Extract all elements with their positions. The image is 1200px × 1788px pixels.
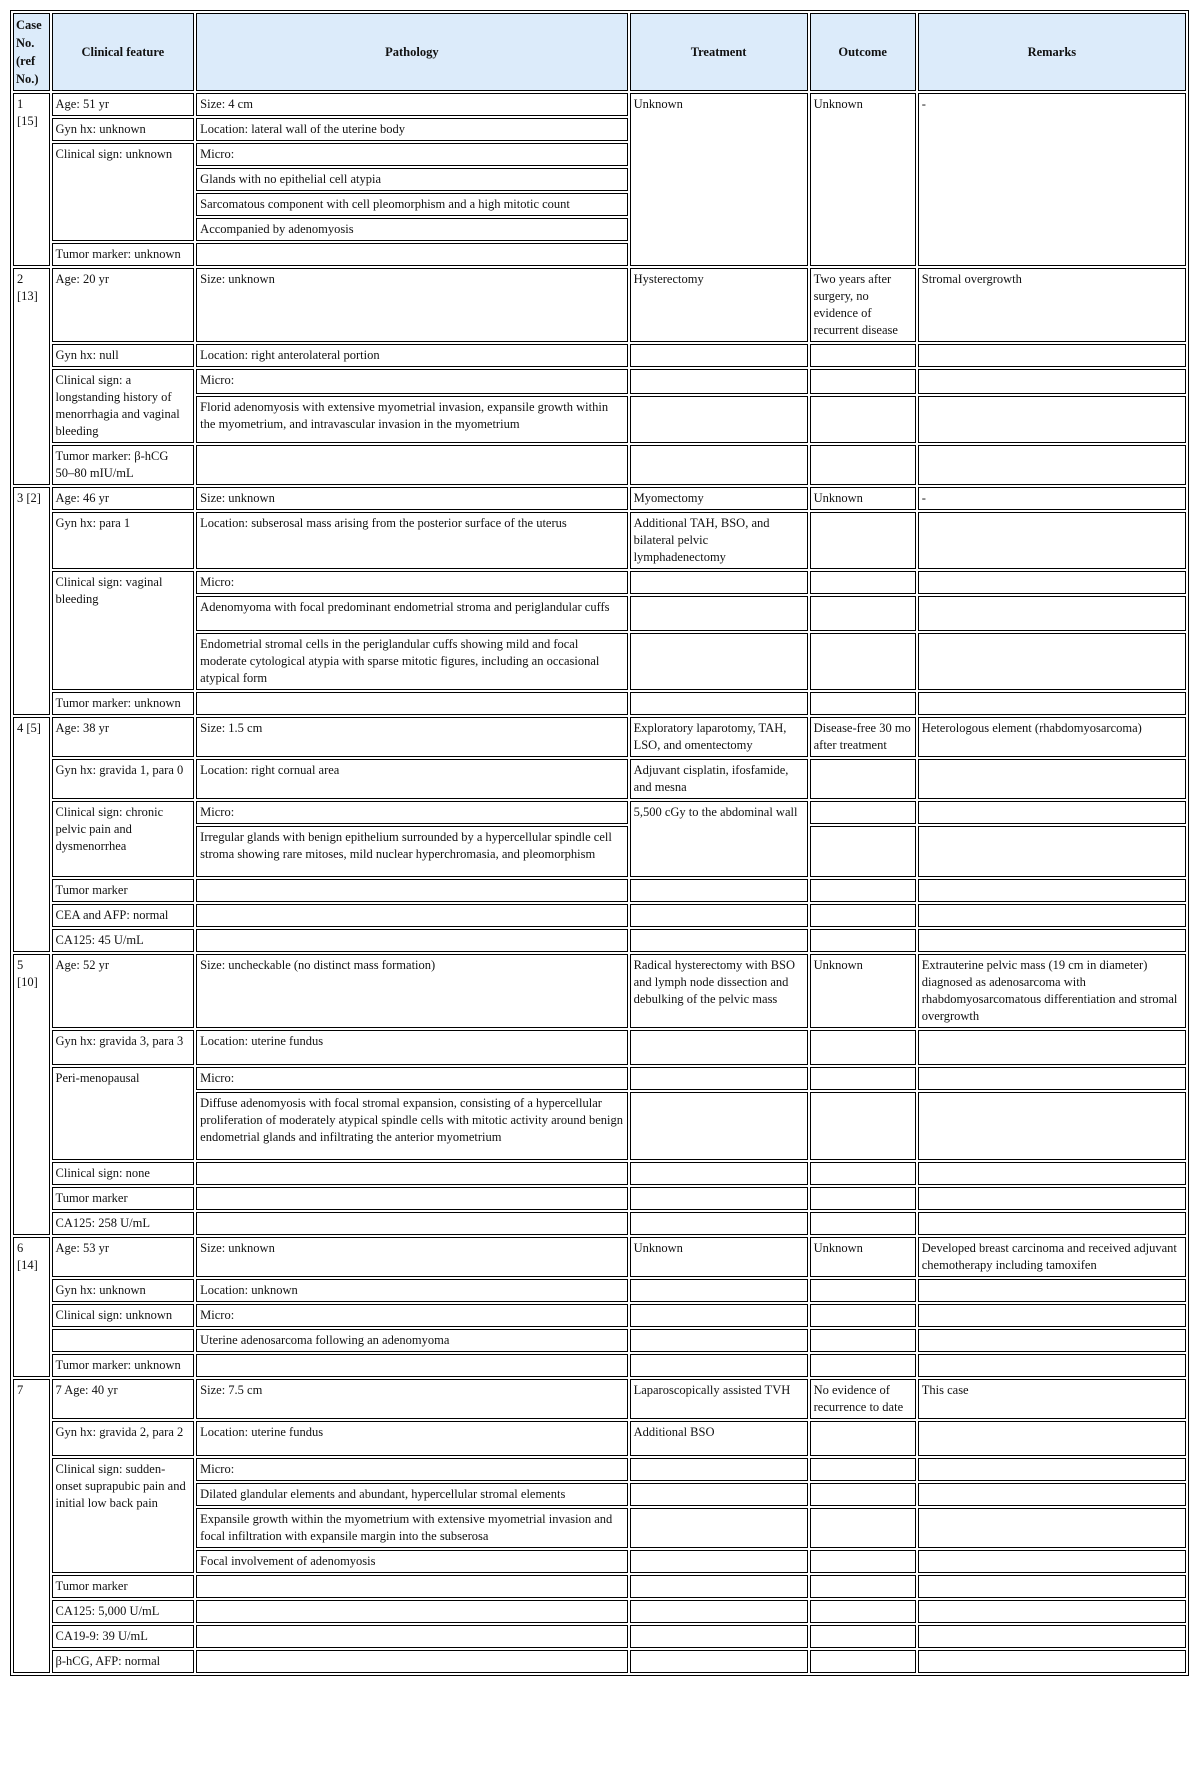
pathology-cell bbox=[196, 1600, 627, 1623]
remarks-cell bbox=[918, 759, 1186, 799]
treatment-cell bbox=[630, 1187, 808, 1210]
treatment-cell bbox=[630, 1625, 808, 1648]
remarks-cell bbox=[918, 512, 1186, 569]
treatment-cell bbox=[630, 396, 808, 443]
pathology-cell: Size: uncheckable (no distinct mass formation) bbox=[196, 954, 627, 1028]
treatment-cell bbox=[630, 1550, 808, 1573]
pathology-cell: Micro: bbox=[196, 369, 627, 394]
case-number: 5 [10] bbox=[13, 954, 50, 1235]
table-row bbox=[13, 93, 1186, 116]
remarks-cell bbox=[918, 369, 1186, 394]
pathology-cell: Endometrial stromal cells in the periglandular cuffs showing mild and focal moderate cytological atypia with sparse mitotic figures, including an occasional atypical form bbox=[196, 633, 627, 690]
pathology-cell: Size: unknown bbox=[196, 268, 627, 342]
pathology-cell: Micro: bbox=[196, 1067, 627, 1090]
clinical-feature-cell: Tumor marker bbox=[52, 1575, 195, 1598]
clinical-feature-cell: Gyn hx: gravida 2, para 2 bbox=[52, 1421, 195, 1456]
table-row bbox=[13, 717, 1186, 757]
treatment-cell bbox=[630, 633, 808, 690]
outcome-cell: Unknown bbox=[810, 954, 916, 1028]
clinical-feature-cell: Age: 53 yr bbox=[52, 1237, 195, 1277]
outcome-cell: Unknown bbox=[810, 487, 916, 510]
clinical-feature-cell: Tumor marker: unknown bbox=[52, 692, 195, 715]
pathology-cell: Size: 4 cm bbox=[196, 93, 627, 116]
header-clinical-feature: Clinical feature bbox=[52, 13, 195, 91]
outcome-cell bbox=[810, 369, 916, 394]
pathology-cell bbox=[196, 1162, 627, 1185]
pathology-cell bbox=[196, 243, 627, 266]
table-body bbox=[13, 93, 1186, 1673]
pathology-cell bbox=[196, 692, 627, 715]
case-number: 7 bbox=[13, 1379, 50, 1673]
treatment-cell bbox=[630, 1279, 808, 1302]
clinical-feature-cell: Clinical sign: vaginal bleeding bbox=[52, 571, 195, 690]
outcome-cell bbox=[810, 929, 916, 952]
table-row bbox=[13, 1379, 1186, 1419]
remarks-cell bbox=[918, 1575, 1186, 1598]
remarks-cell bbox=[918, 1458, 1186, 1481]
outcome-cell bbox=[810, 1550, 916, 1573]
pathology-cell: Adenomyoma with focal predominant endometrial stroma and periglandular cuffs bbox=[196, 596, 627, 631]
outcome-cell: No evidence of recurrence to date bbox=[810, 1379, 916, 1419]
treatment-cell bbox=[630, 1212, 808, 1235]
case-table bbox=[10, 10, 1189, 1676]
remarks-cell: Developed breast carcinoma and received adjuvant chemotherapy including tamoxifen bbox=[918, 1237, 1186, 1277]
remarks-cell bbox=[918, 1508, 1186, 1548]
clinical-feature-cell: Gyn hx: null bbox=[52, 344, 195, 367]
table-row bbox=[13, 1212, 1186, 1235]
pathology-cell bbox=[196, 1212, 627, 1235]
outcome-cell bbox=[810, 396, 916, 443]
clinical-feature-cell: Clinical sign: sudden-onset suprapubic pain and initial low back pain bbox=[52, 1458, 195, 1573]
pathology-cell: Location: right cornual area bbox=[196, 759, 627, 799]
pathology-cell: Uterine adenosarcoma following an adenomyoma bbox=[196, 1329, 627, 1352]
treatment-cell bbox=[630, 904, 808, 927]
clinical-feature-cell: CA125: 45 U/mL bbox=[52, 929, 195, 952]
table-row bbox=[13, 801, 1186, 824]
clinical-feature-cell: β-hCG, AFP: normal bbox=[52, 1650, 195, 1673]
outcome-cell bbox=[810, 512, 916, 569]
table-row bbox=[13, 445, 1186, 485]
table-row bbox=[13, 1067, 1186, 1090]
header-case-number: Case No. (ref No.) bbox=[13, 13, 50, 91]
clinical-feature-cell: Clinical sign: chronic pelvic pain and dysmenorrhea bbox=[52, 801, 195, 877]
clinical-feature-cell: Age: 51 yr bbox=[52, 93, 195, 116]
treatment-cell bbox=[630, 445, 808, 485]
table-row bbox=[13, 1458, 1186, 1481]
pathology-cell bbox=[196, 1650, 627, 1673]
outcome-cell bbox=[810, 1458, 916, 1481]
clinical-feature-cell: Clinical sign: none bbox=[52, 1162, 195, 1185]
table-row bbox=[13, 1600, 1186, 1623]
table-row bbox=[13, 1575, 1186, 1598]
clinical-feature-cell: Clinical sign: unknown bbox=[52, 143, 195, 241]
clinical-feature-cell: CA19-9: 39 U/mL bbox=[52, 1625, 195, 1648]
pathology-cell: Glands with no epithelial cell atypia bbox=[196, 168, 627, 191]
pathology-cell: Dilated glandular elements and abundant, hypercellular stromal elements bbox=[196, 1483, 627, 1506]
treatment-cell bbox=[630, 1162, 808, 1185]
treatment-cell: Adjuvant cisplatin, ifosfamide, and mesna bbox=[630, 759, 808, 799]
outcome-cell bbox=[810, 1092, 916, 1160]
pathology-cell: Irregular glands with benign epithelium surrounded by a hypercellular spindle cell stroma showing rare mitoses, mild nuclear hyperchromasia, and pleomorphism bbox=[196, 826, 627, 877]
outcome-cell bbox=[810, 1625, 916, 1648]
treatment-cell: 5,500 cGy to the abdominal wall bbox=[630, 801, 808, 877]
table-row bbox=[13, 1625, 1186, 1648]
table-row bbox=[13, 1162, 1186, 1185]
header-row bbox=[13, 13, 1186, 91]
clinical-feature-cell: Peri-menopausal bbox=[52, 1067, 195, 1160]
treatment-cell bbox=[630, 596, 808, 631]
pathology-cell: Expansile growth within the myometrium with extensive myometrial invasion and focal infiltration with expansile margin into the subserosa bbox=[196, 1508, 627, 1548]
header-outcome: Outcome bbox=[810, 13, 916, 91]
clinical-feature-cell: Gyn hx: gravida 1, para 0 bbox=[52, 759, 195, 799]
case-number: 2 [13] bbox=[13, 268, 50, 485]
remarks-cell: Heterologous element (rhabdomyosarcoma) bbox=[918, 717, 1186, 757]
outcome-cell: Unknown bbox=[810, 93, 916, 266]
outcome-cell bbox=[810, 1162, 916, 1185]
treatment-cell bbox=[630, 369, 808, 394]
table-row bbox=[13, 759, 1186, 799]
remarks-cell bbox=[918, 396, 1186, 443]
outcome-cell bbox=[810, 596, 916, 631]
outcome-cell: Disease-free 30 mo after treatment bbox=[810, 717, 916, 757]
table-row bbox=[13, 571, 1186, 594]
outcome-cell bbox=[810, 1304, 916, 1327]
treatment-cell: Myomectomy bbox=[630, 487, 808, 510]
outcome-cell bbox=[810, 1508, 916, 1548]
remarks-cell: - bbox=[918, 487, 1186, 510]
treatment-cell bbox=[630, 571, 808, 594]
remarks-cell bbox=[918, 1421, 1186, 1456]
outcome-cell bbox=[810, 759, 916, 799]
case-number: 1 [15] bbox=[13, 93, 50, 266]
remarks-cell bbox=[918, 1354, 1186, 1377]
remarks-cell bbox=[918, 1550, 1186, 1573]
clinical-feature-cell: Age: 46 yr bbox=[52, 487, 195, 510]
pathology-cell: Micro: bbox=[196, 801, 627, 824]
treatment-cell bbox=[630, 1458, 808, 1481]
treatment-cell: Additional BSO bbox=[630, 1421, 808, 1456]
remarks-cell: Extrauterine pelvic mass (19 cm in diameter) diagnosed as adenosarcoma with rhabdomyosarcomatous differentiation and stromal overgrowth bbox=[918, 954, 1186, 1028]
outcome-cell bbox=[810, 692, 916, 715]
pathology-cell: Micro: bbox=[196, 1458, 627, 1481]
treatment-cell bbox=[630, 1354, 808, 1377]
remarks-cell bbox=[918, 1187, 1186, 1210]
outcome-cell bbox=[810, 1354, 916, 1377]
pathology-cell: Location: lateral wall of the uterine body bbox=[196, 118, 627, 141]
remarks-cell bbox=[918, 826, 1186, 877]
header-remarks: Remarks bbox=[918, 13, 1186, 91]
clinical-feature-cell: CA125: 5,000 U/mL bbox=[52, 1600, 195, 1623]
table-row bbox=[13, 268, 1186, 342]
table-row bbox=[13, 954, 1186, 1028]
header-treatment: Treatment bbox=[630, 13, 808, 91]
table-row bbox=[13, 487, 1186, 510]
clinical-feature-cell: CA125: 258 U/mL bbox=[52, 1212, 195, 1235]
table-row bbox=[13, 369, 1186, 394]
remarks-cell bbox=[918, 904, 1186, 927]
remarks-cell: Stromal overgrowth bbox=[918, 268, 1186, 342]
outcome-cell bbox=[810, 1067, 916, 1090]
treatment-cell: Unknown bbox=[630, 1237, 808, 1277]
treatment-cell bbox=[630, 344, 808, 367]
remarks-cell: This case bbox=[918, 1379, 1186, 1419]
table-row bbox=[13, 1421, 1186, 1456]
outcome-cell bbox=[810, 879, 916, 902]
clinical-feature-cell: Clinical sign: a longstanding history of menorrhagia and vaginal bleeding bbox=[52, 369, 195, 443]
outcome-cell bbox=[810, 801, 916, 824]
table-row bbox=[13, 1304, 1186, 1327]
table-row bbox=[13, 692, 1186, 715]
remarks-cell bbox=[918, 1279, 1186, 1302]
pathology-cell: Diffuse adenomyosis with focal stromal expansion, consisting of a hypercellular proliferation of moderately atypical spindle cells with mitotic activity around benign endometrial glands and infiltrating the anterior myometrium bbox=[196, 1092, 627, 1160]
pathology-cell: Location: right anterolateral portion bbox=[196, 344, 627, 367]
clinical-feature-cell: Tumor marker: unknown bbox=[52, 1354, 195, 1377]
treatment-cell bbox=[630, 1304, 808, 1327]
pathology-cell: Micro: bbox=[196, 1304, 627, 1327]
pathology-cell: Location: uterine fundus bbox=[196, 1421, 627, 1456]
pathology-cell: Focal involvement of adenomyosis bbox=[196, 1550, 627, 1573]
table-row bbox=[13, 1030, 1186, 1065]
clinical-feature-cell: Age: 20 yr bbox=[52, 268, 195, 342]
table-row bbox=[13, 344, 1186, 367]
remarks-cell bbox=[918, 1162, 1186, 1185]
clinical-feature-cell: CEA and AFP: normal bbox=[52, 904, 195, 927]
outcome-cell: Unknown bbox=[810, 1237, 916, 1277]
pathology-cell: Micro: bbox=[196, 143, 627, 166]
pathology-cell: Location: unknown bbox=[196, 1279, 627, 1302]
remarks-cell bbox=[918, 801, 1186, 824]
treatment-cell: Laparoscopically assisted TVH bbox=[630, 1379, 808, 1419]
treatment-cell: Additional TAH, BSO, and bilateral pelvic lymphadenectomy bbox=[630, 512, 808, 569]
remarks-cell bbox=[918, 1483, 1186, 1506]
outcome-cell bbox=[810, 344, 916, 367]
remarks-cell bbox=[918, 879, 1186, 902]
clinical-feature-cell: Tumor marker bbox=[52, 1187, 195, 1210]
remarks-cell bbox=[918, 1212, 1186, 1235]
table-row bbox=[13, 1650, 1186, 1673]
outcome-cell bbox=[810, 445, 916, 485]
remarks-cell bbox=[918, 445, 1186, 485]
case-number: 3 [2] bbox=[13, 487, 50, 715]
outcome-cell bbox=[810, 1575, 916, 1598]
table-row bbox=[13, 904, 1186, 927]
pathology-cell: Size: 1.5 cm bbox=[196, 717, 627, 757]
outcome-cell bbox=[810, 633, 916, 690]
remarks-cell bbox=[918, 1329, 1186, 1352]
outcome-cell bbox=[810, 1421, 916, 1456]
clinical-feature-cell: Gyn hx: unknown bbox=[52, 118, 195, 141]
outcome-cell bbox=[810, 1483, 916, 1506]
header-pathology: Pathology bbox=[196, 13, 627, 91]
clinical-feature-cell bbox=[52, 1329, 195, 1352]
treatment-cell bbox=[630, 1650, 808, 1673]
pathology-cell: Location: uterine fundus bbox=[196, 1030, 627, 1065]
treatment-cell bbox=[630, 929, 808, 952]
pathology-cell: Size: 7.5 cm bbox=[196, 1379, 627, 1419]
pathology-cell: Sarcomatous component with cell pleomorphism and a high mitotic count bbox=[196, 193, 627, 216]
treatment-cell bbox=[630, 1092, 808, 1160]
outcome-cell bbox=[810, 826, 916, 877]
pathology-cell: Size: unknown bbox=[196, 487, 627, 510]
remarks-cell bbox=[918, 1304, 1186, 1327]
treatment-cell bbox=[630, 692, 808, 715]
treatment-cell: Hysterectomy bbox=[630, 268, 808, 342]
remarks-cell bbox=[918, 1067, 1186, 1090]
clinical-feature-cell: Gyn hx: gravida 3, para 3 bbox=[52, 1030, 195, 1065]
clinical-feature-cell: Tumor marker: β-hCG 50–80 mIU/mL bbox=[52, 445, 195, 485]
table-row bbox=[13, 1279, 1186, 1302]
treatment-cell bbox=[630, 1575, 808, 1598]
remarks-cell bbox=[918, 596, 1186, 631]
treatment-cell bbox=[630, 1329, 808, 1352]
outcome-cell bbox=[810, 1600, 916, 1623]
pathology-cell: Location: subserosal mass arising from the posterior surface of the uterus bbox=[196, 512, 627, 569]
pathology-cell bbox=[196, 1187, 627, 1210]
case-number: 4 [5] bbox=[13, 717, 50, 952]
pathology-cell bbox=[196, 879, 627, 902]
treatment-cell bbox=[630, 1483, 808, 1506]
table-row bbox=[13, 929, 1186, 952]
clinical-feature-cell: Clinical sign: unknown bbox=[52, 1304, 195, 1327]
table-row bbox=[13, 1354, 1186, 1377]
remarks-cell bbox=[918, 929, 1186, 952]
table-row bbox=[13, 1329, 1186, 1352]
treatment-cell: Unknown bbox=[630, 93, 808, 266]
table-row bbox=[13, 512, 1186, 569]
treatment-cell: Radical hysterectomy with BSO and lymph node dissection and debulking of the pelvic mass bbox=[630, 954, 808, 1028]
treatment-cell bbox=[630, 1508, 808, 1548]
clinical-feature-cell: Gyn hx: unknown bbox=[52, 1279, 195, 1302]
pathology-cell: Accompanied by adenomyosis bbox=[196, 218, 627, 241]
case-number: 6 [14] bbox=[13, 1237, 50, 1377]
pathology-cell: Micro: bbox=[196, 571, 627, 594]
outcome-cell bbox=[810, 1650, 916, 1673]
treatment-cell bbox=[630, 1067, 808, 1090]
remarks-cell bbox=[918, 1625, 1186, 1648]
outcome-cell bbox=[810, 1279, 916, 1302]
pathology-cell bbox=[196, 1625, 627, 1648]
remarks-cell bbox=[918, 692, 1186, 715]
pathology-cell: Florid adenomyosis with extensive myometrial invasion, expansile growth within the myometrium, and intravascular invasion in the myometrium bbox=[196, 396, 627, 443]
outcome-cell bbox=[810, 571, 916, 594]
treatment-cell bbox=[630, 1030, 808, 1065]
clinical-feature-cell: Tumor marker: unknown bbox=[52, 243, 195, 266]
table-row bbox=[13, 1187, 1186, 1210]
pathology-cell: Size: unknown bbox=[196, 1237, 627, 1277]
pathology-cell bbox=[196, 1575, 627, 1598]
pathology-cell bbox=[196, 1354, 627, 1377]
treatment-cell bbox=[630, 1600, 808, 1623]
table-header bbox=[13, 13, 1186, 91]
remarks-cell bbox=[918, 344, 1186, 367]
outcome-cell bbox=[810, 1187, 916, 1210]
treatment-cell bbox=[630, 879, 808, 902]
outcome-cell bbox=[810, 1329, 916, 1352]
table-row bbox=[13, 879, 1186, 902]
clinical-feature-cell: 7 Age: 40 yr bbox=[52, 1379, 195, 1419]
remarks-cell bbox=[918, 1650, 1186, 1673]
clinical-feature-cell: Age: 38 yr bbox=[52, 717, 195, 757]
remarks-cell: - bbox=[918, 93, 1186, 266]
outcome-cell bbox=[810, 1030, 916, 1065]
pathology-cell bbox=[196, 445, 627, 485]
remarks-cell bbox=[918, 1600, 1186, 1623]
pathology-cell bbox=[196, 904, 627, 927]
remarks-cell bbox=[918, 571, 1186, 594]
clinical-feature-cell: Gyn hx: para 1 bbox=[52, 512, 195, 569]
outcome-cell bbox=[810, 1212, 916, 1235]
treatment-cell: Exploratory laparotomy, TAH, LSO, and omentectomy bbox=[630, 717, 808, 757]
remarks-cell bbox=[918, 633, 1186, 690]
clinical-feature-cell: Age: 52 yr bbox=[52, 954, 195, 1028]
pathology-cell bbox=[196, 929, 627, 952]
remarks-cell bbox=[918, 1030, 1186, 1065]
outcome-cell bbox=[810, 904, 916, 927]
remarks-cell bbox=[918, 1092, 1186, 1160]
clinical-feature-cell: Tumor marker bbox=[52, 879, 195, 902]
table-row bbox=[13, 1237, 1186, 1277]
outcome-cell: Two years after surgery, no evidence of recurrent disease bbox=[810, 268, 916, 342]
